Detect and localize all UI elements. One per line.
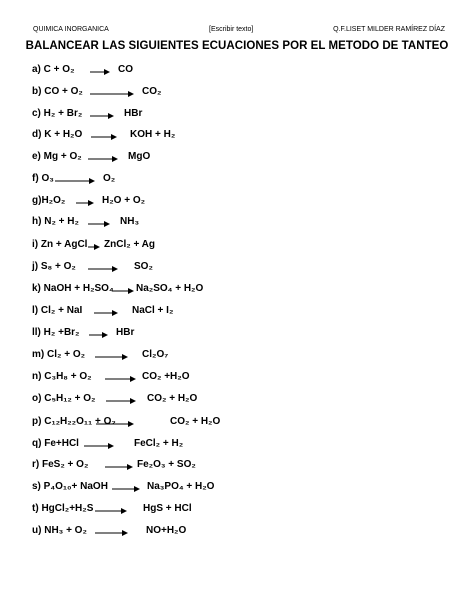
equation-row <box>0 151 474 167</box>
equation-reactants: b) CO + O₂ <box>32 86 83 97</box>
equation-products: MgO <box>128 151 151 162</box>
reaction-arrow-icon <box>88 266 118 272</box>
equation-row <box>0 371 474 387</box>
equation-row <box>0 86 474 102</box>
reaction-arrow-icon <box>76 200 94 206</box>
reaction-arrow-icon <box>112 486 140 492</box>
reaction-arrow-icon <box>112 288 134 294</box>
equation-reactants: n) C₃H₈ + O₂ <box>32 371 92 382</box>
reaction-arrow-icon <box>88 221 110 227</box>
equation-products: Na₃PO₄ + H₂O <box>147 481 215 492</box>
equation-row <box>0 481 474 497</box>
header-placeholder: [Escribir texto] <box>209 26 254 33</box>
equation-row <box>0 416 474 432</box>
reaction-arrow-icon <box>90 69 110 75</box>
equation-reactants: f) O₃ <box>32 173 54 184</box>
equation-row <box>0 283 474 299</box>
equation-reactants: u) NH₃ + O₂ <box>32 525 87 536</box>
reaction-arrow-icon <box>94 310 118 316</box>
equation-products: CO₂ +H₂O <box>142 371 190 382</box>
equation-row <box>0 349 474 365</box>
reaction-arrow-icon <box>90 91 134 97</box>
equation-products: Cl₂O₇ <box>142 349 169 360</box>
reaction-arrow-icon <box>95 354 128 360</box>
reaction-arrow-icon <box>88 156 118 162</box>
equation-products: CO₂ <box>142 86 162 97</box>
equation-products: HgS + HCl <box>143 503 192 514</box>
equation-reactants: m) Cl₂ + O₂ <box>32 349 86 360</box>
header-course: QUIMICA INORGANICA <box>33 26 109 33</box>
equation-reactants: t) HgCl₂+H₂S <box>32 503 94 514</box>
reaction-arrow-icon <box>95 530 128 536</box>
equation-reactants: c) H₂ + Br₂ <box>32 108 83 119</box>
equation-products: CO <box>118 64 133 75</box>
equation-reactants: h) N₂ + H₂ <box>32 216 79 227</box>
equation-row <box>0 503 474 519</box>
equation-row <box>0 459 474 475</box>
equation-row <box>0 64 474 80</box>
reaction-arrow-icon <box>105 376 136 382</box>
equation-products: SO₂ <box>134 261 153 272</box>
equation-row <box>0 438 474 454</box>
equation-products: KOH + H₂ <box>130 129 176 140</box>
reaction-arrow-icon <box>91 134 117 140</box>
header-author: Q.F.LISET MILDER RAMÍREZ DÍAZ <box>333 26 445 33</box>
equation-row <box>0 327 474 343</box>
equation-products: NH₃ <box>120 216 140 227</box>
equation-products: O₂ <box>103 173 116 184</box>
equation-reactants: d) K + H₂O <box>32 129 83 140</box>
equation-reactants: l) Cl₂ + NaI <box>32 305 83 316</box>
equation-reactants: a) C + O₂ <box>32 64 75 75</box>
reaction-arrow-icon <box>84 443 114 449</box>
equation-reactants: g)H₂O₂ <box>32 195 66 206</box>
equation-products: Na₂SO₄ + H₂O <box>136 283 204 294</box>
reaction-arrow-icon <box>96 421 134 427</box>
reaction-arrow-icon <box>90 113 114 119</box>
equation-reactants: e) Mg + O₂ <box>32 151 82 162</box>
equation-reactants: k) NaOH + H₂SO₄ <box>32 283 114 294</box>
equation-reactants: p) C₁₂H₂₂O₁₁ + O₂ <box>32 416 116 427</box>
equation-row <box>0 305 474 321</box>
equation-products: FeCl₂ + H₂ <box>134 438 184 449</box>
equation-row <box>0 173 474 189</box>
equation-row <box>0 195 474 211</box>
equation-row <box>0 393 474 409</box>
equation-reactants: i) Zn + AgCl <box>32 239 88 250</box>
equation-reactants: s) P₄O₁₀+ NaOH <box>32 481 108 492</box>
reaction-arrow-icon <box>105 464 133 470</box>
equation-row <box>0 239 474 255</box>
reaction-arrow-icon <box>95 508 127 514</box>
equation-row <box>0 261 474 277</box>
equation-row <box>0 216 474 232</box>
equation-row <box>0 129 474 145</box>
reaction-arrow-icon <box>106 398 136 404</box>
document-title: BALANCEAR LAS SIGUIENTES ECUACIONES POR EL METODO DE TANTEO <box>25 40 449 52</box>
equation-products: CO₂ + H₂O <box>147 393 198 404</box>
equation-reactants: r) FeS₂ + O₂ <box>32 459 89 470</box>
reaction-arrow-icon <box>55 178 95 184</box>
equation-row <box>0 108 474 124</box>
equation-products: ZnCl₂ + Ag <box>104 239 156 250</box>
equation-products: NO+H₂O <box>146 525 187 536</box>
equation-reactants: q) Fe+HCl <box>32 438 79 449</box>
equation-reactants: j) S₈ + O₂ <box>32 261 76 272</box>
reaction-arrow-icon <box>89 332 108 338</box>
equation-products: HBr <box>124 108 143 119</box>
equation-products: H₂O + O₂ <box>102 195 146 206</box>
equation-products: HBr <box>116 327 135 338</box>
equation-reactants: o) C₅H₁₂ + O₂ <box>32 393 96 404</box>
equation-reactants: ll) H₂ +Br₂ <box>32 327 80 338</box>
equation-row <box>0 525 474 541</box>
reaction-arrow-icon <box>88 244 100 250</box>
equation-products: NaCl + I₂ <box>132 305 174 316</box>
equation-products: Fe₂O₃ + SO₂ <box>137 459 196 470</box>
equation-products: CO₂ + H₂O <box>170 416 221 427</box>
